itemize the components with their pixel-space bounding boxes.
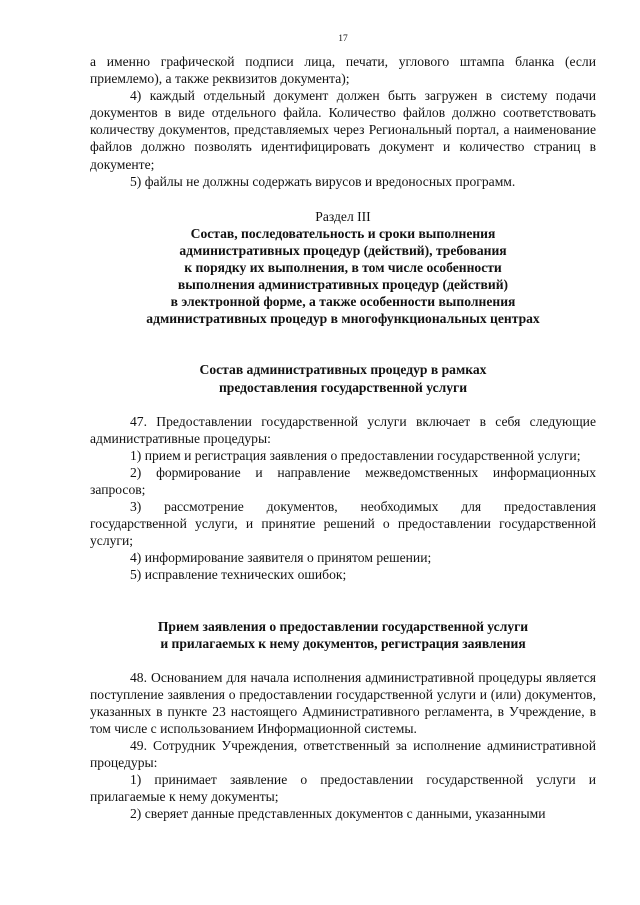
section-title-line: в электронной форме, а также особенности выполнения [170,294,516,310]
paragraph-47-item-2: 2) формирование и направление межведомственных информационных запросов; [90,464,596,497]
subsection-title-line: предоставления государственной услуги [218,379,468,395]
page-number: 17 [338,34,348,44]
section-title-line: выполнения административных процедур (действий) [177,277,509,293]
intro-paragraph-item-5: 5) файлы не должны содержать вирусов и вредоносных программ. [130,173,516,189]
paragraph-48: 48. Основанием для начала исполнения административной процедуры является поступление заявления о предоставлении государственной услуги и (или) документов, указанных в пункте 23 настоящего Административного регламента, в Учреждение, в том числе с использованием Информационной системы. [90,669,596,736]
subsection-title-line: Состав административных процедур в рамках [199,362,487,378]
subsection-title-line: Прием заявления о предоставлении государственной услуги [157,618,529,634]
subsection-1-title [90,361,596,395]
intro-paragraph-item-4: 4) каждый отдельный документ должен быть загружен в систему подачи документов в виде отдельного файла. Количество файлов должно соответствовать количеству документов, представляемых через Региональный портал, а наименование файлов должно позволять идентифицировать документ и количество страниц в документе; [90,88,596,172]
section-title-line: к порядку их выполнения, в том числе особенности [184,260,502,276]
paragraph-47-item-1: 1) прием и регистрация заявления о предоставлении государственной услуги; [130,447,581,463]
subsection-title-line: и прилагаемых к нему документов, регистрация заявления [160,635,526,651]
paragraph-47-item-4: 4) информирование заявителя о принятом решении; [130,550,432,566]
intro-paragraph-continuation: а именно графической подписи лица, печати, углового штампа бланка (если приемлемо), а также реквизитов документа); [90,54,596,87]
section-title-line: Состав, последовательность и сроки выполнения [190,225,496,241]
paragraph-47-item-5: 5) исправление технических ошибок; [130,567,347,583]
paragraph-49-item-1: 1) принимает заявление о предоставлении государственной услуги и прилагаемые к нему документы; [90,772,596,805]
section-title [90,225,596,328]
document-page [90,34,596,823]
paragraph-47-item-3: 3) рассмотрение документов, необходимых для предоставления государственной услуги, и принятие решений о предоставлении государственной услуги; [90,499,596,549]
paragraph-49-item-2: 2) сверяет данные представленных документов с данными, указанными [130,806,546,822]
paragraph-47: 47. Предоставлении государственной услуги включает в себя следующие административные процедуры: [90,413,596,446]
paragraph-49: 49. Сотрудник Учреждения, ответственный за исполнение административной процедуры: [90,738,596,771]
subsection-2-title [90,618,596,652]
section-title-line: административных процедур (действий), требования [179,242,507,258]
section-title-line: административных процедур в многофункциональных центрах [146,311,540,327]
section-label: Раздел III [315,208,371,224]
